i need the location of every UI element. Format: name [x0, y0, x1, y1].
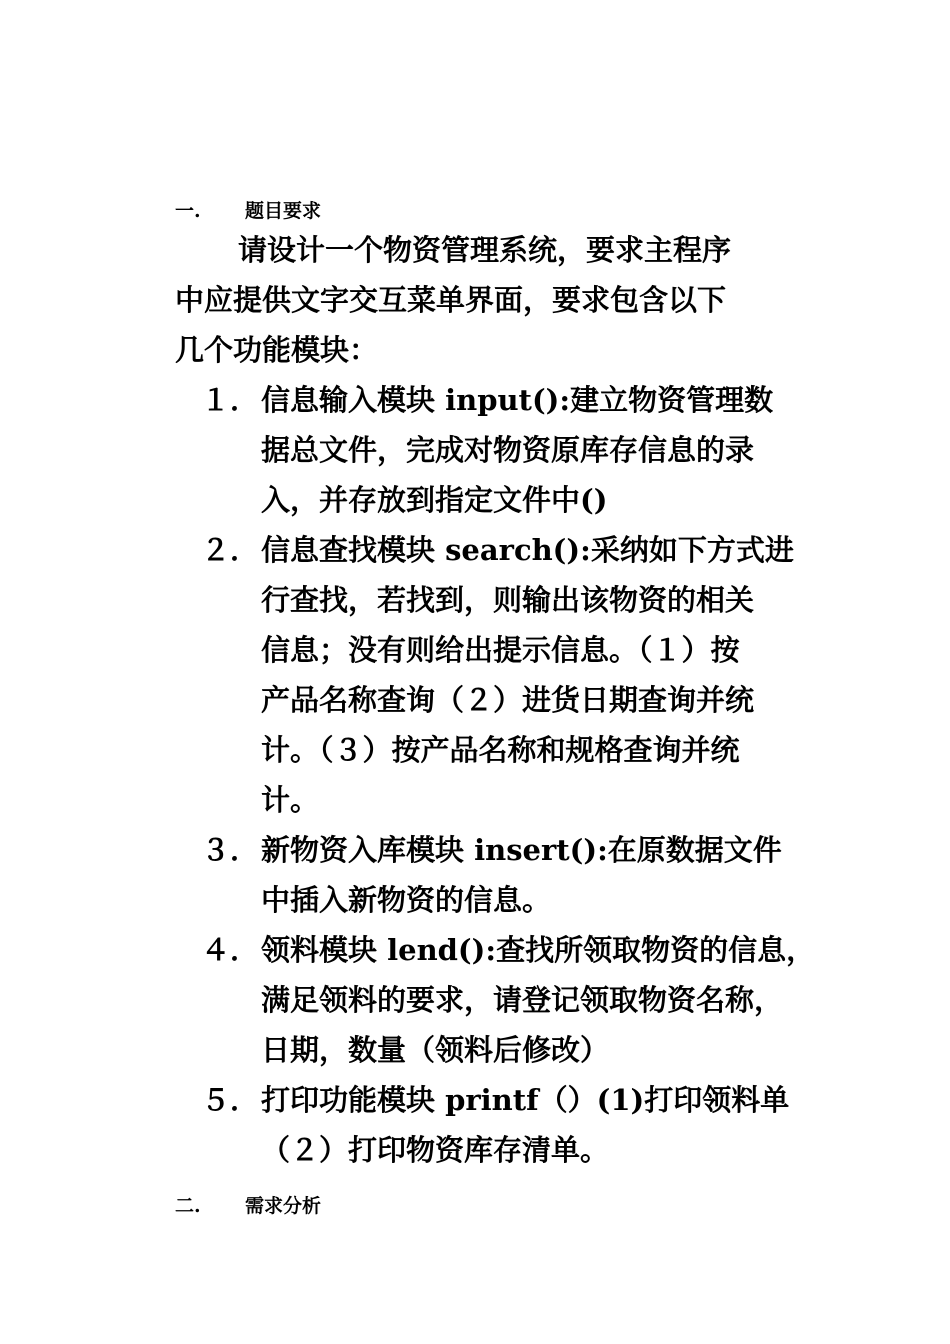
module-line: 入，并存放到指定文件中(): [261, 483, 608, 517]
module-line: （２）打印物资库存清单。: [261, 1133, 610, 1167]
section-title: 题目要求: [245, 200, 322, 222]
module-line: 计。（３）按产品名称和规格查询并统: [261, 733, 740, 767]
module-line: 新物资入库模块 insert():在原数据文件: [261, 833, 782, 867]
list-marker: ４．: [201, 933, 260, 967]
intro-line: 中应提供文字交互菜单界面，要求包含以下: [175, 283, 727, 317]
section-heading-requirements: [175, 199, 321, 223]
intro-line: 请设计一个物资管理系统，要求主程序: [238, 233, 732, 267]
section-title: 需求分析: [245, 1195, 322, 1217]
section-number: 一.: [175, 200, 201, 222]
module-line: 行查找，若找到，则输出该物资的相关: [261, 583, 755, 617]
module-line: 信息输入模块 input():建立物资管理数: [261, 383, 774, 417]
module-line: 产品名称查询（２）进货日期查询并统: [261, 683, 755, 717]
intro-line: 几个功能模块：: [175, 333, 379, 367]
module-line: 据总文件，完成对物资原库存信息的录: [261, 433, 755, 467]
module-item-search: [175, 525, 835, 825]
section-heading-analysis: [175, 1194, 321, 1218]
list-marker: ３．: [201, 833, 260, 867]
module-item-insert: [175, 825, 835, 925]
module-line: 日期，数量（领料后修改）: [261, 1033, 610, 1067]
module-item-input: [175, 375, 835, 525]
module-item-lend: [175, 925, 835, 1075]
list-marker: ２．: [201, 533, 260, 567]
module-line: 中插入新物资的信息。: [261, 883, 552, 917]
intro-paragraph: [175, 225, 815, 375]
module-line: 打印功能模块 printf（）(1)打印领料单: [261, 1083, 790, 1117]
module-line: 满足领料的要求，请登记领取物资名称，: [261, 983, 784, 1017]
module-list: [175, 375, 835, 1175]
module-line: 信息；没有则给出提示信息。（１）按: [261, 633, 740, 667]
module-item-print: [175, 1075, 835, 1175]
list-marker: １．: [201, 383, 260, 417]
module-line: 信息查找模块 search():采纳如下方式进: [261, 533, 794, 567]
module-line: 计。: [261, 783, 320, 817]
section-number: 二.: [175, 1195, 201, 1217]
list-marker: ５．: [201, 1083, 260, 1117]
module-line: 领料模块 lend():查找所领取物资的信息，: [261, 933, 816, 967]
